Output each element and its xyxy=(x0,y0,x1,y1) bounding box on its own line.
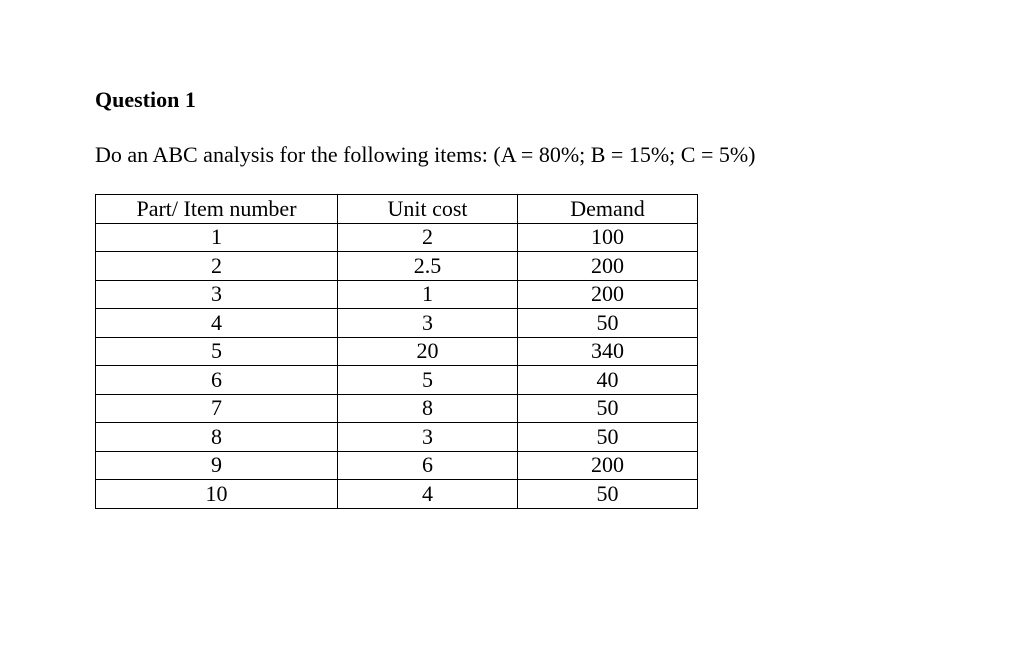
demand-cell: 50 xyxy=(518,394,698,423)
part-number-cell: 2 xyxy=(96,252,338,281)
table-header xyxy=(96,195,698,224)
part-number-cell: 3 xyxy=(96,280,338,309)
unit-cost-cell: 1 xyxy=(338,280,518,309)
table-row xyxy=(96,394,698,423)
header-demand: Demand xyxy=(518,195,698,224)
table-row xyxy=(96,451,698,480)
unit-cost-cell: 20 xyxy=(338,337,518,366)
part-number-cell: 6 xyxy=(96,366,338,395)
table-row xyxy=(96,223,698,252)
demand-cell: 200 xyxy=(518,451,698,480)
question-title: Question 1 xyxy=(95,87,196,112)
demand-cell: 200 xyxy=(518,252,698,281)
demand-cell: 50 xyxy=(518,480,698,509)
part-number-cell: 5 xyxy=(96,337,338,366)
table-row xyxy=(96,423,698,452)
unit-cost-cell: 3 xyxy=(338,309,518,338)
demand-cell: 50 xyxy=(518,309,698,338)
table-row xyxy=(96,480,698,509)
part-number-cell: 1 xyxy=(96,223,338,252)
demand-cell: 200 xyxy=(518,280,698,309)
table-row xyxy=(96,280,698,309)
table-row xyxy=(96,337,698,366)
unit-cost-cell: 2 xyxy=(338,223,518,252)
part-number-cell: 8 xyxy=(96,423,338,452)
part-number-cell: 9 xyxy=(96,451,338,480)
question-instruction: Do an ABC analysis for the following items: (A = 80%; B = 15%; C = 5%) xyxy=(95,142,756,167)
demand-cell: 340 xyxy=(518,337,698,366)
unit-cost-cell: 6 xyxy=(338,451,518,480)
unit-cost-cell: 3 xyxy=(338,423,518,452)
unit-cost-cell: 2.5 xyxy=(338,252,518,281)
header-part-item-number: Part/ Item number xyxy=(96,195,338,224)
table-row xyxy=(96,252,698,281)
unit-cost-cell: 4 xyxy=(338,480,518,509)
table-row xyxy=(96,366,698,395)
table-body xyxy=(96,223,698,508)
table-row xyxy=(96,309,698,338)
demand-cell: 40 xyxy=(518,366,698,395)
header-row xyxy=(96,195,698,224)
part-number-cell: 4 xyxy=(96,309,338,338)
unit-cost-cell: 5 xyxy=(338,366,518,395)
items-table xyxy=(95,194,698,509)
part-number-cell: 10 xyxy=(96,480,338,509)
unit-cost-cell: 8 xyxy=(338,394,518,423)
demand-cell: 50 xyxy=(518,423,698,452)
part-number-cell: 7 xyxy=(96,394,338,423)
demand-cell: 100 xyxy=(518,223,698,252)
header-unit-cost: Unit cost xyxy=(338,195,518,224)
